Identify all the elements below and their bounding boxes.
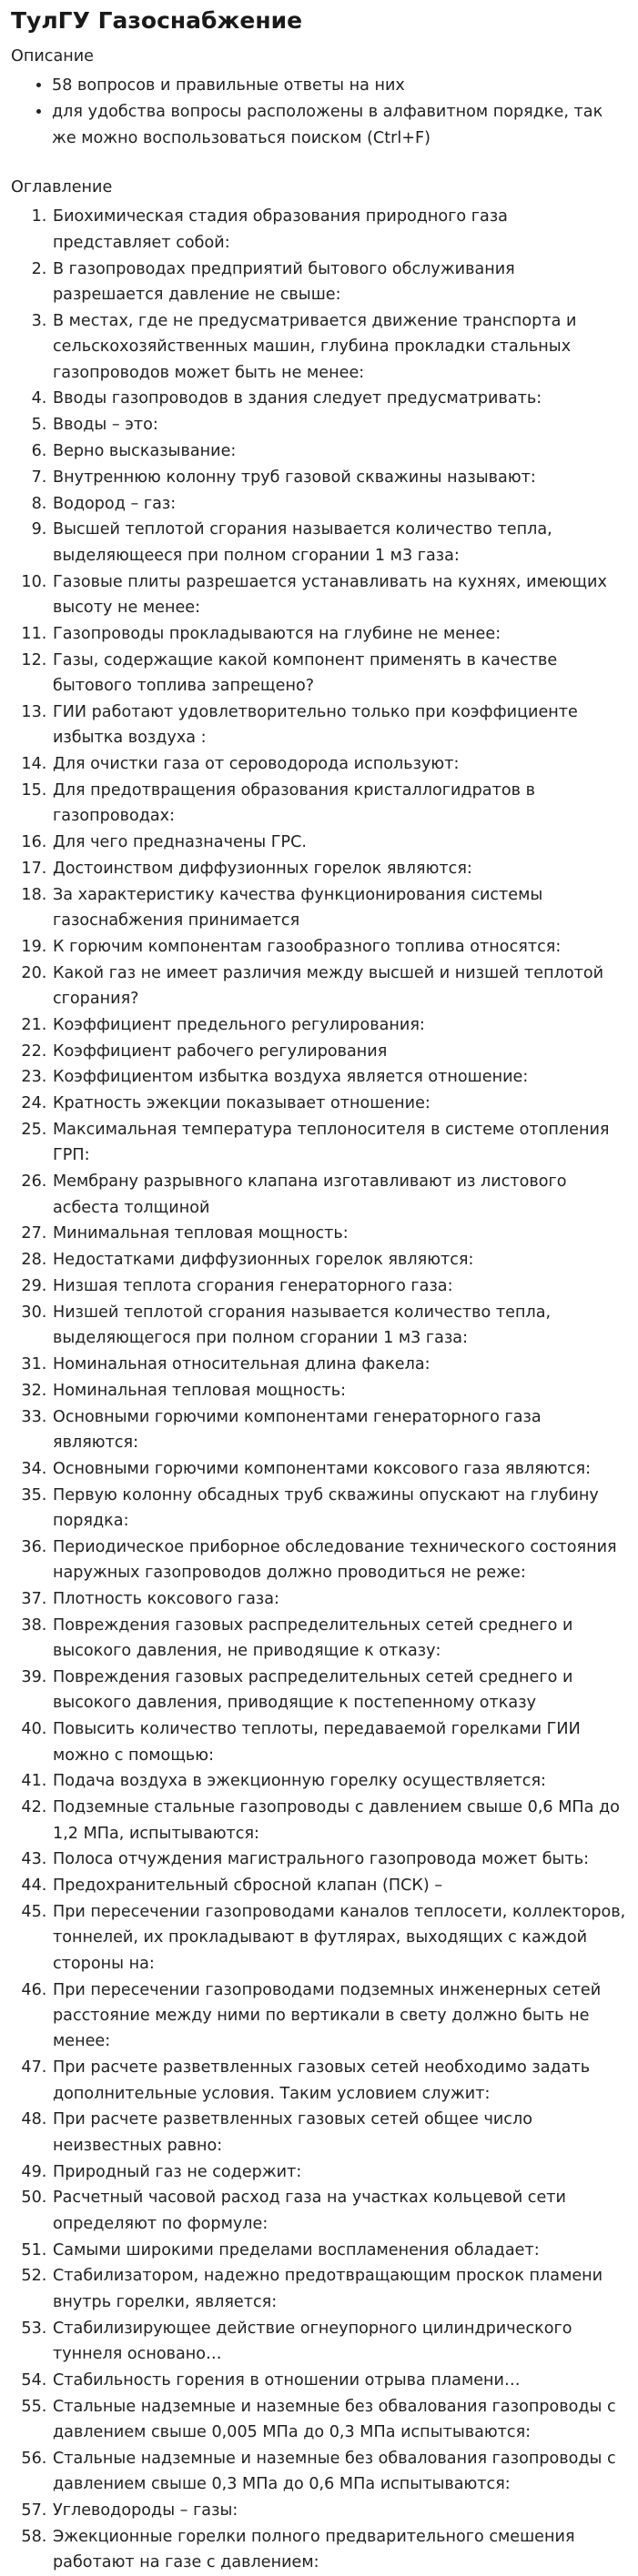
toc-item[interactable]: 44. Предохранительный сбросной клапан (ПСК) – <box>52 1873 629 1898</box>
toc-item[interactable]: 36. Периодическое приборное обследование технического состояния наружных газопроводов должно проводиться не реже: <box>52 1535 629 1586</box>
toc-item[interactable]: 57. Углеводороды – газы: <box>52 2498 629 2523</box>
toc-item[interactable]: 16. Для чего предназначены ГРС. <box>52 830 629 855</box>
toc-item[interactable]: 15. Для предотвращения образования кристаллогидратов в газопроводах: <box>52 778 629 830</box>
toc-item[interactable]: 32. Номинальная тепловая мощность: <box>52 1378 629 1404</box>
toc-item[interactable]: 31. Номинальная относительная длина факела: <box>52 1352 629 1377</box>
toc-label: Оглавление <box>11 178 113 197</box>
toc-item[interactable]: 39. Повреждения газовых распределительных сетей среднего и высокого давления, приводящие к постепенному отказу <box>52 1665 629 1716</box>
toc-item[interactable]: 3. В местах, где не предусматривается движение транспорта и сельскохозяйственных машин, глубина прокладки стальных газопроводов может быть не менее: <box>52 308 629 386</box>
toc-item[interactable]: 11. Газопроводы прокладываются на глубине не менее: <box>52 621 629 647</box>
description-list <box>11 73 629 151</box>
description-item: • 58 вопросов и правильные ответы на них <box>52 73 629 98</box>
toc-item[interactable]: 14. Для очистки газа от сероводорода используют: <box>52 751 629 777</box>
toc-item[interactable]: 52. Стабилизатором, надежно предотвращающим проскок пламени внутрь горелки, является: <box>52 2263 629 2315</box>
toc-item[interactable]: 25. Максимальная температура теплоносителя в системе отопления ГРП: <box>52 1117 629 1169</box>
toc-item[interactable]: 46. При пересечении газопроводами подземных инженерных сетей расстояние между ними по вертикали в свету должно быть не менее: <box>52 1977 629 2055</box>
toc-item[interactable]: 38. Повреждения газовых распределительных сетей среднего и высокого давления, не приводящие к отказу: <box>52 1613 629 1665</box>
toc-item[interactable]: 45. При пересечении газопроводами каналов теплосети, коллекторов, тоннелей, их прокладывают в футлярах, выходящих с каждой стороны на: <box>52 1899 629 1977</box>
toc-item[interactable]: 43. Полоса отчуждения магистрального газопровода может быть: <box>52 1846 629 1872</box>
toc-item[interactable]: 53. Стабилизирующее действие огнеупорного цилиндрического туннеля основано… <box>52 2316 629 2368</box>
toc-item[interactable]: 19. К горючим компонентам газообразного топлива относятся: <box>52 934 629 960</box>
toc-item[interactable]: 33. Основными горючими компонентами генераторного газа являются: <box>52 1404 629 1456</box>
toc-item[interactable]: 10. Газовые плиты разрешается устанавливать на кухнях, имеющих высоту не менее: <box>52 569 629 621</box>
toc-item[interactable]: 26. Мембрану разрывного клапана изготавливают из листового асбеста толщиной <box>52 1169 629 1221</box>
toc-item[interactable]: 6. Верно высказывание: <box>52 438 629 464</box>
toc-item[interactable]: 20. Какой газ не имеет различия между высшей и низшей теплотой сгорания? <box>52 961 629 1012</box>
toc-item[interactable]: 55. Стальные надземные и наземные без обвалования газопроводы с давлением свыше 0,005 МПа до 0,3 МПа испытываются: <box>52 2394 629 2446</box>
toc-item[interactable]: 42. Подземные стальные газопроводы с давлением свыше 0,6 МПа до 1,2 МПа, испытываются: <box>52 1795 629 1846</box>
toc-item[interactable]: 41. Подача воздуха в эжекционную горелку осуществляется: <box>52 1768 629 1794</box>
toc-item[interactable]: 40. Повысить количество теплоты, передаваемой горелками ГИИ можно с помощью: <box>52 1716 629 1768</box>
toc-item[interactable]: 49. Природный газ не содержит: <box>52 2159 629 2185</box>
toc-item[interactable]: 2. В газопроводах предприятий бытового обслуживания разрешается давление не свыше: <box>52 257 629 308</box>
toc-item[interactable]: 27. Минимальная тепловая мощность: <box>52 1221 629 1246</box>
page-title: ТулГУ Газоснабжение <box>11 7 303 34</box>
toc-item[interactable]: 18. За характеристику качества функционирования системы газоснабжения принимается <box>52 882 629 934</box>
description-label: Описание <box>11 47 95 65</box>
toc-item[interactable]: 21. Коэффициент предельного регулирования: <box>52 1012 629 1038</box>
toc-item[interactable]: 28. Недостатками диффузионных горелок являются: <box>52 1247 629 1273</box>
toc-item[interactable]: 17. Достоинством диффузионных горелок являются: <box>52 856 629 881</box>
toc-item[interactable]: 22. Коэффициент рабочего регулирования <box>52 1039 629 1064</box>
toc-item[interactable]: 24. Кратность эжекции показывает отношение: <box>52 1091 629 1116</box>
toc-item[interactable]: 8. Водород – газ: <box>52 491 629 517</box>
toc-item[interactable]: 54. Стабильность горения в отношении отрыва пламени… <box>52 2368 629 2393</box>
toc-item[interactable]: 23. Коэффициентом избытка воздуха является отношение: <box>52 1064 629 1090</box>
toc-item[interactable]: 13. ГИИ работают удовлетворительно только при коэффициенте избытка воздуха : <box>52 699 629 751</box>
description-item: • для удобства вопросы расположены в алфавитном порядке, так же можно воспользоваться поиском (Ctrl+F) <box>52 99 629 151</box>
toc-item[interactable]: 7. Внутреннюю колонну труб газовой скважины называют: <box>52 465 629 490</box>
toc-item[interactable]: 9. Высшей теплотой сгорания называется количество тепла, выделяющееся при полном сгорании 1 м3 газа: <box>52 517 629 569</box>
toc-item[interactable]: 35. Первую колонну обсадных труб скважины опускают на глубину порядка: <box>52 1483 629 1535</box>
toc-item[interactable]: 30. Низшей теплотой сгорания называется количество тепла, выделяющегося при полном сгорании 1 м3 газа: <box>52 1300 629 1352</box>
toc-item[interactable]: 34. Основными горючими компонентами коксового газа являются: <box>52 1456 629 1482</box>
toc-item[interactable]: 47. При расчете разветвленных газовых сетей необходимо задать дополнительные условия. Таким условием служит: <box>52 2055 629 2107</box>
toc-item[interactable]: 12. Газы, содержащие какой компонент применять в качестве бытового топлива запрещено? <box>52 648 629 699</box>
toc-item[interactable]: 56. Стальные надземные и наземные без обвалования газопроводы с давлением свыше 0,3 МПа до 0,6 МПа испытываются: <box>52 2446 629 2498</box>
toc-item[interactable]: 5. Вводы – это: <box>52 412 629 438</box>
toc-item[interactable]: 29. Низшая теплота сгорания генераторного газа: <box>52 1273 629 1299</box>
toc-item[interactable]: 50. Расчетный часовой расход газа на участках кольцевой сети определяют по формуле: <box>52 2185 629 2237</box>
toc-item[interactable]: 48. При расчете разветвленных газовых сетей общее число неизвестных равно: <box>52 2107 629 2158</box>
toc-list <box>11 204 629 2575</box>
toc-item[interactable]: 37. Плотность коксового газа: <box>52 1586 629 1612</box>
toc-item[interactable]: 4. Вводы газопроводов в здания следует предусматривать: <box>52 386 629 411</box>
toc-item[interactable]: 58. Эжекционные горелки полного предварительного смешения работают на газе с давлением: <box>52 2524 629 2576</box>
toc-item[interactable]: 51. Самыми широкими пределами воспламенения обладает: <box>52 2238 629 2263</box>
toc-item[interactable]: 1. Биохимическая стадия образования природного газа представляет собой: <box>52 204 629 256</box>
